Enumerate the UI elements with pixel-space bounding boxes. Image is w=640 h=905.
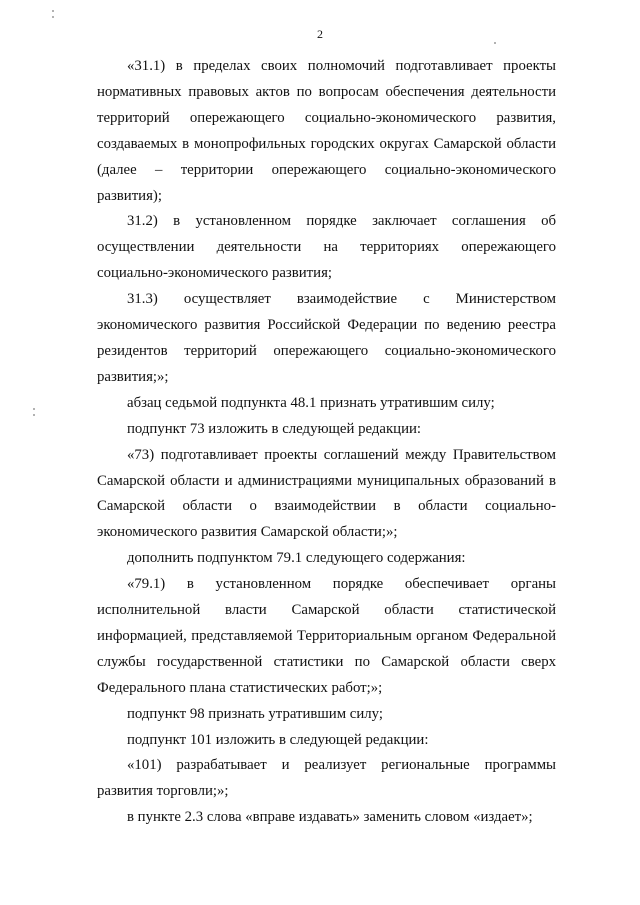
paragraph-73: «73) подготавливает проекты соглашений между Правительством Самарской области и администрациями муниципальных образований в Самарской области о взаимодействии в области социально-экономического развития Самарской области;»;	[97, 446, 556, 541]
scan-artifact	[52, 10, 54, 12]
page-number: 2	[317, 27, 323, 41]
scan-artifact	[494, 42, 496, 44]
scan-artifact	[33, 414, 35, 416]
paragraph-2-3: в пункте 2.3 слова «вправе издавать» заменить словом «издает»;	[127, 809, 533, 826]
scan-artifact	[33, 408, 35, 410]
paragraph-73-intro: подпункт 73 изложить в следующей редакции:	[127, 420, 422, 437]
paragraph-31-3: 31.3) осуществляет взаимодействие с Министерством экономического развития Российской Федерации по ведению реестра резидентов территорий опережающего социально-экономического развития;»;	[97, 291, 556, 385]
paragraph-79-1: «79.1) в установленном порядке обеспечивает органы исполнительной власти Самарской области статистической информацией, представляемой Территориальным органом Федеральной службы государственной статистики по Самарской области сверх Федерального плана статистических работ;»;	[97, 576, 556, 696]
paragraph-48-1: абзац седьмой подпункта 48.1 признать утратившим силу;	[127, 394, 495, 411]
paragraph-101: «101) разрабатывает и реализует региональные программы развития торговли;»;	[97, 757, 556, 800]
paragraph-101-intro: подпункт 101 изложить в следующей редакции:	[127, 731, 429, 748]
paragraph-31-2: 31.2) в установленном порядке заключает соглашения об осуществлении деятельности на территориях опережающего социально-экономического развития;	[97, 213, 556, 282]
paragraph-31-1: «31.1) в пределах своих полномочий подготавливает проекты нормативных правовых актов по вопросам обеспечения деятельности территорий опережающего социально-экономического развития, создаваемых в монопрофильных городских округах Самарской области (далее – территории опережающего социально-экономического развития);	[97, 58, 556, 204]
scan-artifact	[52, 16, 54, 18]
paragraph-79-1-intro: дополнить подпунктом 79.1 следующего содержания:	[127, 550, 466, 567]
document-body	[97, 54, 556, 831]
paragraph-98: подпункт 98 признать утратившим силу;	[127, 705, 383, 722]
